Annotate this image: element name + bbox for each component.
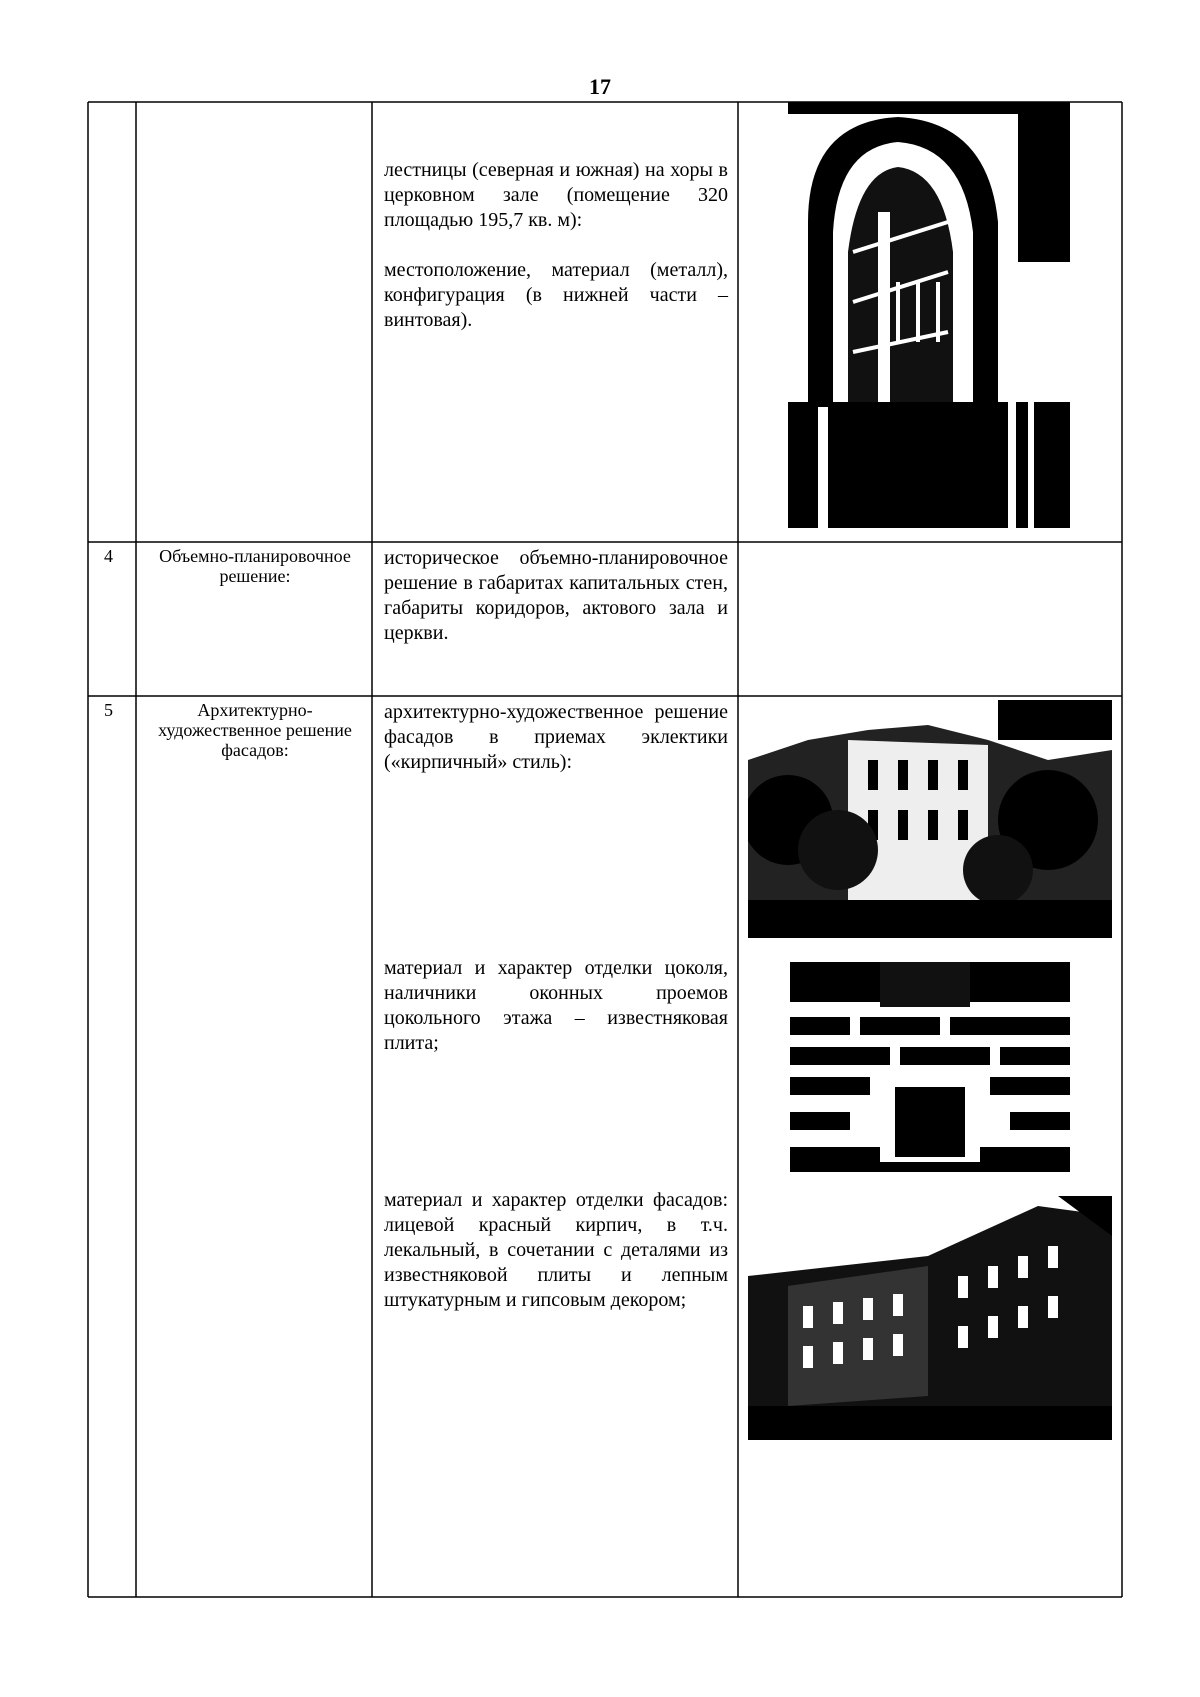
window-surround-photo [790,962,1070,1172]
spiral-staircase-photo [788,102,1070,528]
row-5-number: 5 [104,700,113,720]
building-facade-photo [748,700,1112,938]
row-4-text [384,546,728,671]
row-5-item-2: материал и характер отделки цоколя, наличники оконных проемов цокольного этажа – известняковая плита; [384,957,728,1054]
row-1-text [384,158,728,358]
row-1-item-1: лестницы (северная и южная) на хоры в церковном зале (помещение 320 площадью 195,7 кв. м): [384,159,728,231]
page-number: 17 [589,74,611,99]
row-4-number: 4 [104,546,113,566]
row-5-text-1 [384,700,728,800]
row-5-text-2 [384,956,728,1081]
row-5-item-1: архитектурно-художественное решение фасадов в приемах эклектики («кирпичный» стиль): [384,701,728,773]
row-5-label: Архитектурно-художественное решение фасадов: [158,700,352,760]
row-4-label: Объемно-планировочное решение: [159,546,351,586]
row-5-item-3: материал и характер отделки фасадов: лицевой красный кирпич, в т.ч. лекальный, в сочетании с деталями из известняковой плиты и лепным штукатурным и гипсовым декором; [384,1189,728,1311]
row-1-item-2: местоположение, материал (металл), конфигурация (в нижней части – винтовая). [384,259,728,331]
row-5-text-3 [384,1188,728,1338]
row-4-item-1: историческое объемно-планировочное решение в габаритах капитальных стен, габариты коридоров, актового зала и церкви. [384,547,728,644]
building-corner-photo [748,1196,1112,1440]
